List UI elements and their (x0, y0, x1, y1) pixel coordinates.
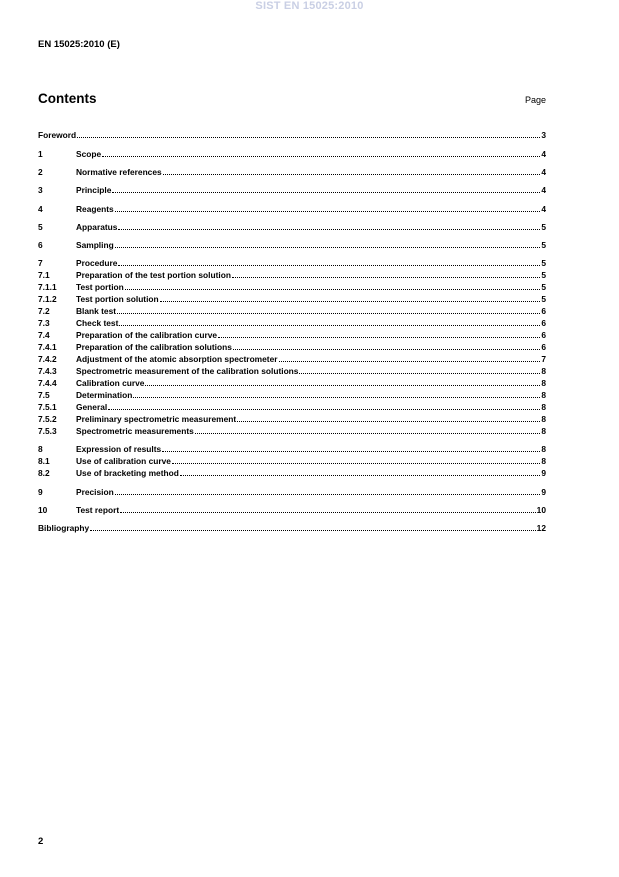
dot-leader (102, 149, 540, 157)
toc-entry-page: 9 (541, 468, 546, 478)
dot-leader (115, 487, 541, 495)
toc-entry-number: 7.4.1 (38, 342, 57, 352)
toc-entry-number: 7.4 (38, 330, 50, 340)
toc-entry-number: 7.4.2 (38, 354, 57, 364)
toc-entry-title: Procedure (76, 258, 118, 268)
toc-entry-title: Spectrometric measurements (76, 426, 194, 436)
toc-entry-title: Foreword (38, 130, 77, 140)
toc-entry-number: 7.5.1 (38, 402, 57, 412)
toc-entry-title: Scope (76, 149, 102, 159)
toc-entry-page: 5 (541, 222, 546, 232)
dot-leader (115, 204, 541, 212)
toc-entry-number: 10 (38, 505, 48, 515)
toc-entry-page: 8 (541, 414, 546, 424)
toc-entry-page: 6 (541, 342, 546, 352)
toc-entry[interactable] (38, 414, 546, 425)
dot-leader (133, 390, 540, 398)
dot-leader (237, 414, 540, 422)
toc-entry[interactable] (38, 306, 546, 317)
toc-entry-title: Preparation of the calibration solutions (76, 342, 232, 352)
toc-entry[interactable] (38, 149, 546, 160)
dot-leader (180, 468, 540, 476)
dot-leader (117, 306, 540, 314)
toc-entry-number: 5 (38, 222, 43, 232)
dot-leader (125, 282, 541, 290)
dot-leader (195, 426, 541, 434)
dot-leader (279, 354, 541, 362)
toc-entry-page: 5 (541, 240, 546, 250)
toc-entry-title: Use of calibration curve (76, 456, 171, 466)
toc-entry-number: 7.5 (38, 390, 50, 400)
toc-entry-title: Apparatus (76, 222, 118, 232)
toc-entry-page: 8 (541, 378, 546, 388)
toc-entry[interactable] (38, 294, 546, 305)
toc-entry-page: 5 (541, 258, 546, 268)
toc-entry[interactable] (38, 318, 546, 329)
toc-entry-number: 7.4.4 (38, 378, 57, 388)
toc-entry-page: 8 (541, 402, 546, 412)
toc-entry-title: Test report (76, 505, 120, 515)
toc-entry-number: 7.1 (38, 270, 50, 280)
toc-entry-page: 8 (541, 444, 546, 454)
toc-entry-page: 8 (541, 426, 546, 436)
dot-leader (118, 222, 540, 230)
toc-entry-title: Check test (76, 318, 119, 328)
page-column-label: Page (524, 95, 546, 105)
toc-entry[interactable] (38, 456, 546, 467)
toc-entry-page: 8 (541, 456, 546, 466)
toc-entry-title: Normative references (76, 167, 162, 177)
toc-entry[interactable] (38, 426, 546, 437)
toc-entry-number: 9 (38, 487, 43, 497)
dot-leader (160, 294, 541, 302)
toc-entry-page: 4 (541, 204, 546, 214)
dot-leader (232, 270, 540, 278)
toc-entry[interactable] (38, 444, 546, 455)
toc-entry[interactable] (38, 258, 546, 269)
toc-entry-number: 8.2 (38, 468, 50, 478)
toc-entry-title: Blank test (76, 306, 117, 316)
dot-leader (145, 378, 540, 386)
toc-entry[interactable] (38, 505, 546, 516)
dot-leader (163, 167, 541, 175)
dot-leader (233, 342, 540, 350)
toc-entry-title: Preparation of the test portion solution (76, 270, 231, 280)
toc-entry[interactable] (38, 378, 546, 389)
toc-entry-page: 8 (541, 366, 546, 376)
toc-entry[interactable] (38, 354, 546, 365)
document-id: EN 15025:2010 (E) (38, 39, 120, 50)
toc-entry-page: 5 (541, 270, 546, 280)
toc-entry-page: 6 (541, 306, 546, 316)
toc-entry-number: 3 (38, 185, 43, 195)
toc-entry-title: Sampling (76, 240, 114, 250)
toc-entry-title: Preparation of the calibration curve (76, 330, 218, 340)
toc-entry-number: 7.1.1 (38, 282, 57, 292)
toc-entry-number: 7.3 (38, 318, 50, 328)
dot-leader (120, 505, 536, 513)
toc-entry-number: 7.2 (38, 306, 50, 316)
toc-entry-title: Preliminary spectrometric measurement (76, 414, 237, 424)
toc-entry[interactable] (38, 390, 546, 401)
toc-entry-page: 4 (541, 167, 546, 177)
toc-entry-page: 10 (536, 505, 546, 515)
toc-entry[interactable] (38, 130, 546, 141)
toc-entry-title: Precision (76, 487, 114, 497)
toc-entry-title: General (76, 402, 108, 412)
toc-entry-number: 4 (38, 204, 43, 214)
toc-entry[interactable] (38, 402, 546, 413)
toc-entry-page: 5 (541, 282, 546, 292)
toc-entry-number: 7.1.2 (38, 294, 57, 304)
page-title: Contents (38, 91, 97, 106)
toc-entry-number: 7.5.3 (38, 426, 57, 436)
toc-entry[interactable] (38, 330, 546, 341)
toc-entry-page: 6 (541, 318, 546, 328)
toc-entry[interactable] (38, 240, 546, 251)
toc-entry-number: 1 (38, 149, 43, 159)
toc-entry-title: Use of bracketing method (76, 468, 179, 478)
toc-entry[interactable] (38, 342, 546, 353)
dot-leader (218, 330, 540, 338)
toc-entry-number: 8.1 (38, 456, 50, 466)
toc-entry-number: 7 (38, 258, 43, 268)
dot-leader (118, 258, 540, 266)
toc-entry-title: Principle (76, 185, 112, 195)
toc-entry-number: 8 (38, 444, 43, 454)
toc-entry-page: 4 (541, 149, 546, 159)
toc-entry-page: 8 (541, 390, 546, 400)
toc-entry-title: Reagents (76, 204, 114, 214)
toc-entry[interactable] (38, 270, 546, 281)
toc-entry-page: 9 (541, 487, 546, 497)
toc-entry-title: Adjustment of the atomic absorption spectrometer (76, 354, 278, 364)
toc-entry[interactable] (38, 222, 546, 233)
dot-leader (172, 456, 540, 464)
dot-leader (299, 366, 540, 374)
toc-entry[interactable] (38, 167, 546, 178)
toc-entry-title: Test portion (76, 282, 124, 292)
toc-entry-number: 2 (38, 167, 43, 177)
toc-entry-number: 7.4.3 (38, 366, 57, 376)
dot-leader (90, 523, 535, 531)
dot-leader (108, 402, 540, 410)
toc-entry-page: 7 (541, 354, 546, 364)
toc-entry[interactable] (38, 523, 546, 534)
toc-entry[interactable] (38, 282, 546, 293)
toc-entry-number: 7.5.2 (38, 414, 57, 424)
dot-leader (77, 130, 540, 138)
toc-entry[interactable] (38, 204, 546, 215)
toc-entry-title: Calibration curve (76, 378, 145, 388)
toc-entry-page: 12 (536, 523, 546, 533)
toc-entry-page: 4 (541, 185, 546, 195)
toc-entry[interactable] (38, 185, 546, 196)
toc-entry[interactable] (38, 468, 546, 479)
toc-entry-title: Bibliography (38, 523, 90, 533)
toc-entry[interactable] (38, 366, 546, 377)
toc-entry-title: Test portion solution (76, 294, 159, 304)
dot-leader (119, 318, 540, 326)
toc-entry-page: 3 (541, 130, 546, 140)
toc-entry-title: Determination (76, 390, 133, 400)
dot-leader (162, 444, 540, 452)
toc-entry[interactable] (38, 487, 546, 498)
toc-entry-title: Expression of results (76, 444, 162, 454)
dot-leader (112, 185, 540, 193)
page-number: 2 (38, 836, 44, 847)
toc-entry-title: Spectrometric measurement of the calibration solutions (76, 366, 299, 376)
toc-entry-page: 5 (541, 294, 546, 304)
dot-leader (115, 240, 541, 248)
watermark: SIST EN 15025:2010 (255, 0, 364, 12)
toc-entry-page: 6 (541, 330, 546, 340)
toc-entry-number: 6 (38, 240, 43, 250)
